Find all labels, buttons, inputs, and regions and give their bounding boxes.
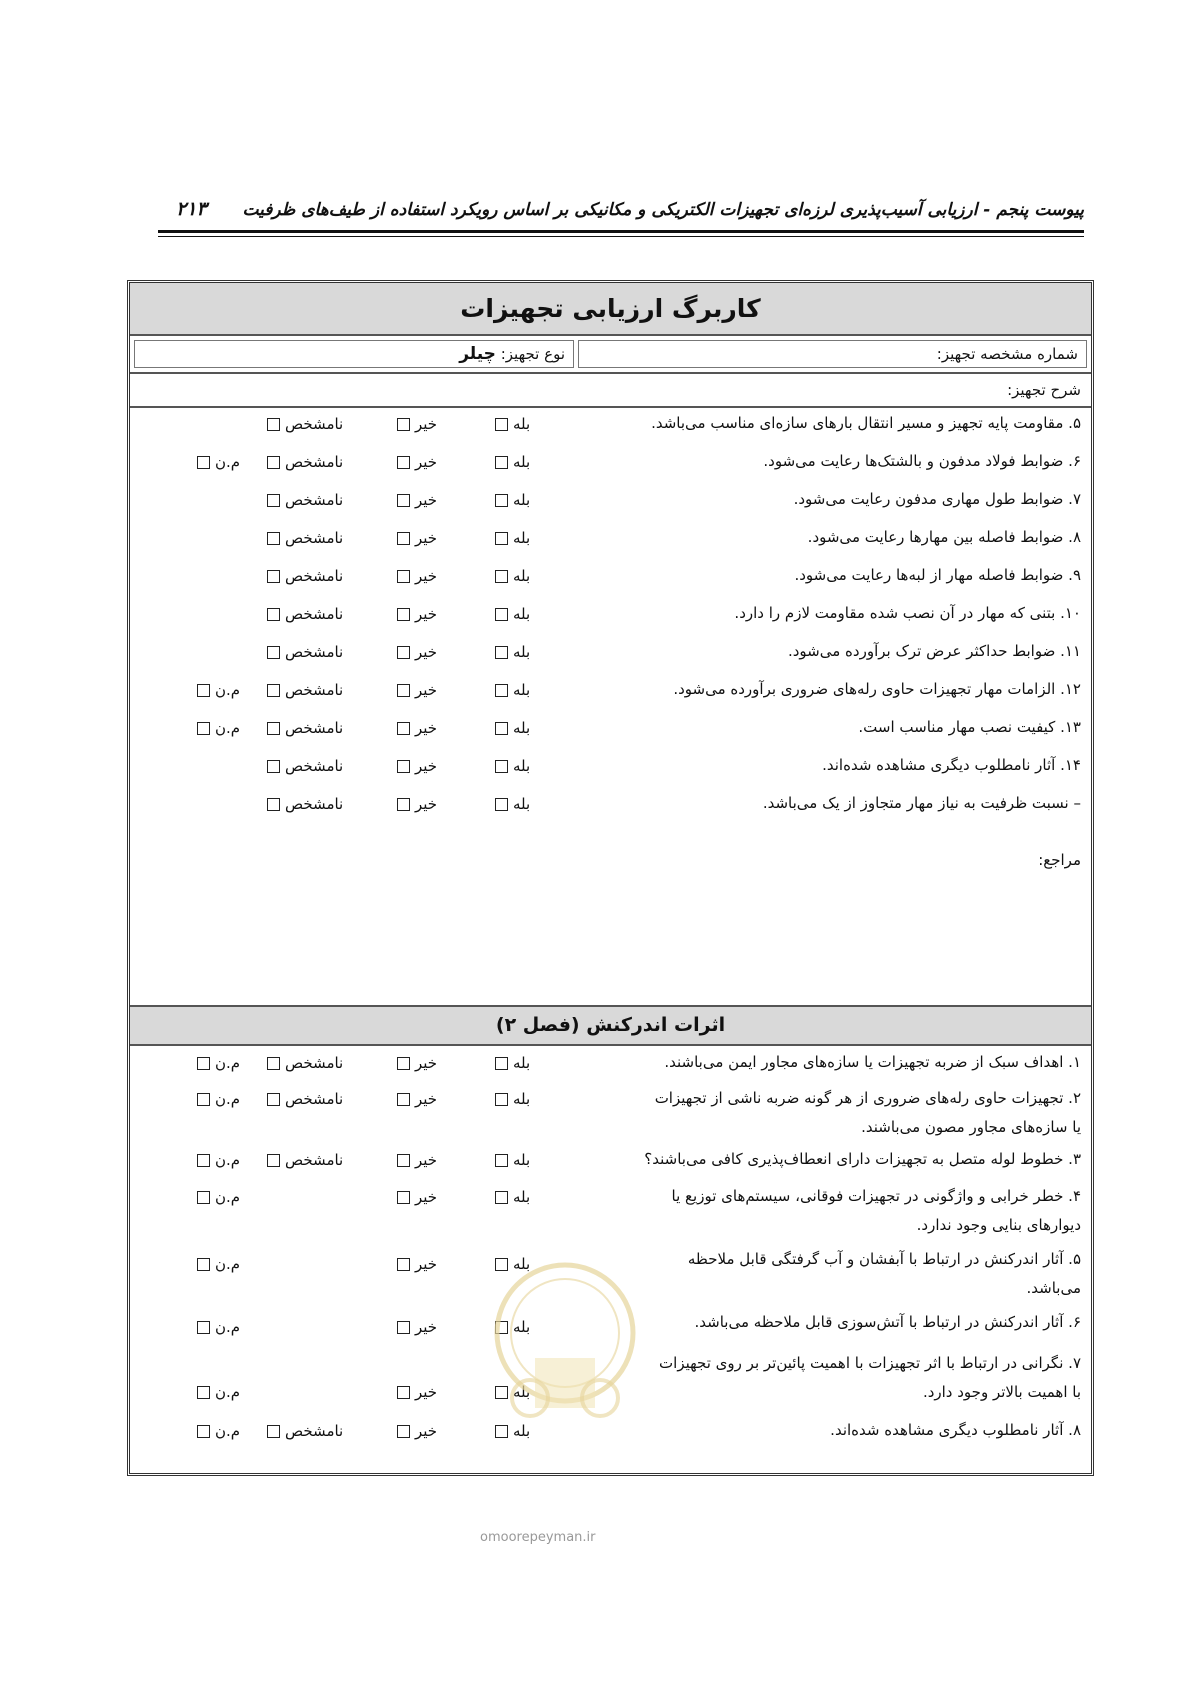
option-unknown[interactable]: نامشخص — [262, 413, 343, 435]
checkbox-icon — [397, 646, 410, 659]
question-row — [130, 637, 1091, 667]
question-text: ۸. ضوابط فاصله بین مهارها رعایت می‌شود. — [807, 528, 1081, 546]
equipment-id-cell[interactable] — [578, 340, 1087, 368]
option-yes[interactable]: بله — [490, 1052, 530, 1074]
checkbox-icon — [197, 456, 210, 469]
question-text: – نسبت ظرفیت به نیاز مهار متجاوز از یک می‌باشد. — [762, 794, 1081, 812]
option-yes[interactable]: بله — [490, 641, 530, 663]
description-row[interactable] — [130, 374, 1091, 408]
checkbox-icon — [267, 1057, 280, 1070]
option-yes[interactable]: بله — [490, 1186, 530, 1208]
option-yes[interactable]: بله — [490, 755, 530, 777]
checkbox-icon — [397, 1321, 410, 1334]
checkbox-icon — [267, 722, 280, 735]
option-yes[interactable]: بله — [490, 1381, 530, 1403]
checkbox-icon — [267, 1154, 280, 1167]
option-no[interactable]: خیر — [392, 1052, 437, 1074]
question-row — [130, 789, 1091, 819]
option-no[interactable]: خیر — [392, 1253, 437, 1275]
option-yes[interactable]: بله — [490, 413, 530, 435]
question-text: ۴. خطر خرابی و واژگونی در تجهیزات فوقانی، سیستم‌های توزیع یا دیوارهای بنایی وجود ندارد. — [671, 1187, 1081, 1234]
checkbox-icon — [267, 684, 280, 697]
question-text: ۱۳. کیفیت نصب مهار مناسب است. — [858, 718, 1081, 736]
checkbox-icon — [495, 760, 508, 773]
question-text: ۲. تجهیزات حاوی رله‌های ضروری از هر گونه ضربه ناشی از تجهیزات یا سازه‌های مجاور مصون می‌باشند. — [654, 1089, 1081, 1136]
option-yes[interactable]: بله — [490, 565, 530, 587]
page-number: ۲۱۳ — [176, 198, 207, 220]
checkbox-icon — [397, 494, 410, 507]
checkbox-icon — [197, 1154, 210, 1167]
checkbox-icon — [495, 456, 508, 469]
option-yes[interactable]: بله — [490, 1088, 530, 1110]
checkbox-icon — [197, 1425, 210, 1438]
option-yes[interactable]: بله — [490, 1149, 530, 1171]
option-na[interactable]: م.ن — [192, 1420, 240, 1442]
checkbox-icon — [397, 418, 410, 431]
question-row — [130, 409, 1091, 439]
checkbox-icon — [495, 1191, 508, 1204]
option-no[interactable]: خیر — [392, 413, 437, 435]
checkbox-icon — [197, 1093, 210, 1106]
option-unknown[interactable]: نامشخص — [262, 603, 343, 625]
option-unknown[interactable]: نامشخص — [262, 565, 343, 587]
checkbox-icon — [397, 1258, 410, 1271]
option-no[interactable]: خیر — [392, 1420, 437, 1442]
checkbox-icon — [495, 570, 508, 583]
watermark-logo-icon — [490, 1248, 640, 1448]
option-yes[interactable]: بله — [490, 679, 530, 701]
option-unknown[interactable]: نامشخص — [262, 755, 343, 777]
question-text: ۷. ضوابط طول مهاری مدفون رعایت می‌شود. — [793, 490, 1081, 508]
watermark-text: omoorepeyman.ir — [480, 1530, 596, 1545]
equipment-type-value: چیلر — [459, 344, 496, 364]
references-label: مراجع: — [1038, 851, 1081, 869]
checkbox-icon — [197, 684, 210, 697]
option-yes[interactable]: بله — [490, 603, 530, 625]
checkbox-icon — [397, 532, 410, 545]
option-unknown[interactable]: نامشخص — [262, 1088, 343, 1110]
form-title: کاربرگ ارزیابی تجهیزات — [130, 283, 1091, 336]
question-row — [130, 751, 1091, 781]
question-row — [130, 485, 1091, 515]
option-no[interactable]: خیر — [392, 451, 437, 473]
checkbox-icon — [397, 1093, 410, 1106]
header-rule-thin — [158, 236, 1084, 237]
question-row — [130, 561, 1091, 591]
option-unknown[interactable]: نامشخص — [262, 527, 343, 549]
option-na[interactable]: م.ن — [192, 1149, 240, 1171]
checkbox-icon — [197, 1258, 210, 1271]
option-no[interactable]: خیر — [392, 1088, 437, 1110]
question-row — [130, 447, 1091, 477]
checkbox-icon — [495, 418, 508, 431]
option-no[interactable]: خیر — [392, 1186, 437, 1208]
option-na[interactable]: م.ن — [192, 1052, 240, 1074]
option-yes[interactable]: بله — [490, 489, 530, 511]
info-row — [130, 336, 1091, 374]
checkbox-icon — [397, 1386, 410, 1399]
option-na[interactable]: م.ن — [192, 1316, 240, 1338]
option-no[interactable]: خیر — [392, 603, 437, 625]
question-text: ۵. مقاومت پایه تجهیز و مسیر انتقال بارهای سازه‌ای مناسب می‌باشد. — [651, 414, 1081, 432]
checkbox-icon — [267, 1425, 280, 1438]
option-no[interactable]: خیر — [392, 1149, 437, 1171]
checkbox-icon — [495, 722, 508, 735]
checkbox-icon — [397, 798, 410, 811]
option-no[interactable]: خیر — [392, 717, 437, 739]
question-row — [130, 1145, 1091, 1175]
checkbox-icon — [267, 456, 280, 469]
option-unknown[interactable]: نامشخص — [262, 1052, 343, 1074]
checkbox-icon — [397, 684, 410, 697]
option-no[interactable]: خیر — [392, 565, 437, 587]
checkbox-icon — [397, 1057, 410, 1070]
equipment-type-label: نوع تجهیز: — [500, 345, 565, 363]
option-yes[interactable]: بله — [490, 527, 530, 549]
checkbox-icon — [495, 646, 508, 659]
question-text: ۷. نگرانی در ارتباط با اثر تجهیزات با اهمیت پائین‌تر بر روی تجهیزات با اهمیت بالاتر وجود دارد. — [659, 1354, 1081, 1401]
checkbox-icon — [197, 1321, 210, 1334]
equipment-id-label: شماره مشخصه تجهیز: — [936, 345, 1078, 363]
option-unknown[interactable]: نامشخص — [262, 679, 343, 701]
option-no[interactable]: خیر — [392, 527, 437, 549]
question-text: ۵. آثار اندرکنش در ارتباط با آبفشان و آب گرفتگی قابل ملاحظه می‌باشد. — [687, 1250, 1081, 1297]
question-row — [130, 713, 1091, 743]
question-text: ۹. ضوابط فاصله مهار از لبه‌ها رعایت می‌شود. — [794, 566, 1081, 584]
checkbox-icon — [495, 608, 508, 621]
option-yes[interactable]: بله — [490, 717, 530, 739]
checkbox-icon — [397, 1191, 410, 1204]
checkbox-icon — [267, 494, 280, 507]
checkbox-icon — [495, 532, 508, 545]
checkbox-icon — [397, 1154, 410, 1167]
option-yes[interactable]: بله — [490, 1316, 530, 1338]
option-no[interactable]: خیر — [392, 755, 437, 777]
question-text: ۳. خطوط لوله متصل به تجهیزات دارای انعطاف‌پذیری کافی می‌باشند؟ — [644, 1150, 1081, 1168]
checkbox-icon — [267, 1093, 280, 1106]
question-text: ۱۱. ضوابط حداکثر عرض ترک برآورده می‌شود. — [787, 642, 1081, 660]
section-title: اثرات اندرکنش (فصل ۲) — [130, 1005, 1091, 1046]
option-unknown[interactable]: نامشخص — [262, 1420, 343, 1442]
option-na[interactable]: م.ن — [192, 1088, 240, 1110]
option-na[interactable]: م.ن — [192, 1186, 240, 1208]
checkbox-icon — [495, 1154, 508, 1167]
question-text: ۱۴. آثار نامطلوب دیگری مشاهده شده‌اند. — [822, 756, 1081, 774]
option-no[interactable]: خیر — [392, 489, 437, 511]
header-title: پیوست پنجم - ارزیابی آسیب‌پذیری لرزه‌ای تجهیزات الکتریکی و مکانیکی بر اساس رویکرد استفاده از طیف‌های ظرفیت — [242, 200, 1084, 220]
checkbox-icon — [397, 1425, 410, 1438]
option-unknown[interactable]: نامشخص — [262, 451, 343, 473]
checkbox-icon — [197, 1191, 210, 1204]
option-na[interactable]: م.ن — [192, 1253, 240, 1275]
question-text: ۶. ضوابط فولاد مدفون و بالشتک‌ها رعایت می‌شود. — [763, 452, 1081, 470]
option-no[interactable]: خیر — [392, 1381, 437, 1403]
question-text: ۸. آثار نامطلوب دیگری مشاهده شده‌اند. — [830, 1421, 1081, 1439]
option-no[interactable]: خیر — [392, 1316, 437, 1338]
option-unknown[interactable]: نامشخص — [262, 641, 343, 663]
question-text: ۱۲. الزامات مهار تجهیزات حاوی رله‌های ضروری برآورده می‌شود. — [673, 680, 1081, 698]
page-header — [158, 192, 1084, 252]
checkbox-icon — [267, 646, 280, 659]
option-yes[interactable]: بله — [490, 793, 530, 815]
checkbox-icon — [495, 798, 508, 811]
question-row — [130, 1084, 1091, 1144]
question-text: ۱۰. بتنی که مهار در آن نصب شده مقاومت لازم را دارد. — [734, 604, 1081, 622]
option-na[interactable]: م.ن — [192, 679, 240, 701]
checkbox-icon — [267, 760, 280, 773]
checkbox-icon — [397, 456, 410, 469]
checkbox-icon — [495, 1093, 508, 1106]
option-unknown[interactable]: نامشخص — [262, 1149, 343, 1171]
option-na[interactable]: م.ن — [192, 717, 240, 739]
checkbox-icon — [267, 608, 280, 621]
checkbox-icon — [197, 722, 210, 735]
question-row — [130, 1048, 1091, 1078]
checkbox-icon — [397, 722, 410, 735]
option-yes[interactable]: بله — [490, 1253, 530, 1275]
option-unknown[interactable]: نامشخص — [262, 717, 343, 739]
option-yes[interactable]: بله — [490, 451, 530, 473]
checkbox-icon — [267, 418, 280, 431]
option-no[interactable]: خیر — [392, 641, 437, 663]
checkbox-icon — [495, 684, 508, 697]
header-rule — [158, 230, 1084, 233]
option-no[interactable]: خیر — [392, 793, 437, 815]
equipment-type-cell[interactable] — [134, 340, 574, 368]
checkbox-icon — [495, 1057, 508, 1070]
question-row — [130, 675, 1091, 705]
checkbox-icon — [397, 760, 410, 773]
option-unknown[interactable]: نامشخص — [262, 793, 343, 815]
option-no[interactable]: خیر — [392, 679, 437, 701]
checkbox-icon — [267, 532, 280, 545]
checkbox-icon — [267, 798, 280, 811]
checkbox-icon — [197, 1386, 210, 1399]
question-row — [130, 523, 1091, 553]
option-na[interactable]: م.ن — [192, 1381, 240, 1403]
checkbox-icon — [495, 494, 508, 507]
option-yes[interactable]: بله — [490, 1420, 530, 1442]
question-text: ۶. آثار اندرکنش در ارتباط با آتش‌سوزی قابل ملاحظه می‌باشد. — [694, 1313, 1081, 1331]
description-label: شرح تجهیز: — [1007, 381, 1081, 399]
option-unknown[interactable]: نامشخص — [262, 489, 343, 511]
question-row — [130, 1182, 1091, 1242]
question-row — [130, 599, 1091, 629]
checkbox-icon — [397, 570, 410, 583]
checkbox-icon — [197, 1057, 210, 1070]
question-text: ۱. اهداف سبک از ضربه تجهیزات یا سازه‌های مجاور ایمن می‌باشند. — [664, 1053, 1081, 1071]
option-na[interactable]: م.ن — [192, 451, 240, 473]
checkbox-icon — [267, 570, 280, 583]
checkbox-icon — [397, 608, 410, 621]
